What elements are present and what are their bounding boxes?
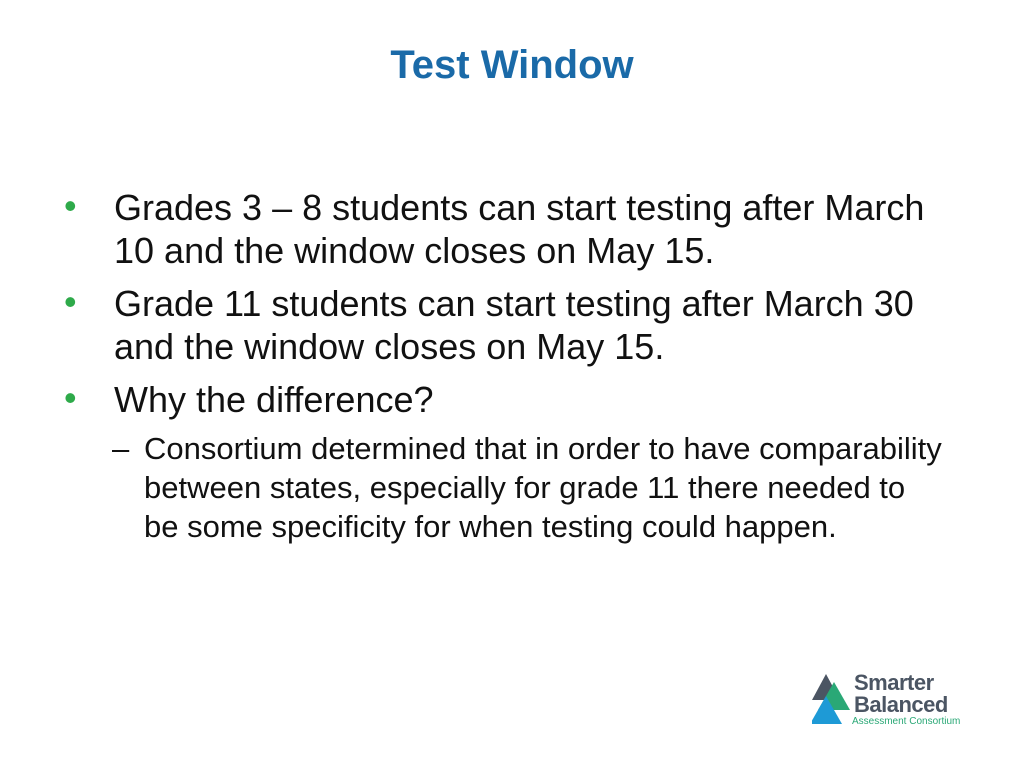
bullet-item bbox=[0, 378, 974, 546]
bullet-marker: • bbox=[64, 377, 77, 418]
slide-title: Test Window bbox=[390, 43, 634, 87]
bullet-item bbox=[0, 282, 974, 368]
sub-bullet-item bbox=[112, 429, 944, 546]
bullet-text: Grade 11 students can start testing after March 30 and the window closes on May 15. bbox=[114, 283, 914, 367]
bullet-list bbox=[0, 186, 1024, 556]
logo-text-smarter: Smarter bbox=[854, 670, 934, 695]
bullet-text: Grades 3 – 8 students can start testing after March 10 and the window closes on May 15. bbox=[114, 187, 925, 271]
bullet-text: Why the difference? bbox=[114, 379, 434, 420]
bullet-marker: • bbox=[64, 185, 77, 226]
logo-text-consortium: Assessment Consortium bbox=[852, 716, 961, 727]
bullet-marker: • bbox=[64, 281, 77, 322]
sub-bullet-text: Consortium determined that in order to have comparability between states, especially for grade 11 there needed to be some specificity for when testing could happen. bbox=[144, 431, 942, 544]
bullet-item bbox=[0, 186, 974, 272]
logo-text-balanced: Balanced bbox=[854, 692, 948, 717]
sub-bullet-marker: – bbox=[112, 431, 130, 466]
sub-bullet-list bbox=[114, 429, 974, 546]
logo-triangles-icon bbox=[812, 672, 852, 724]
smarter-balanced-logo bbox=[812, 672, 982, 728]
